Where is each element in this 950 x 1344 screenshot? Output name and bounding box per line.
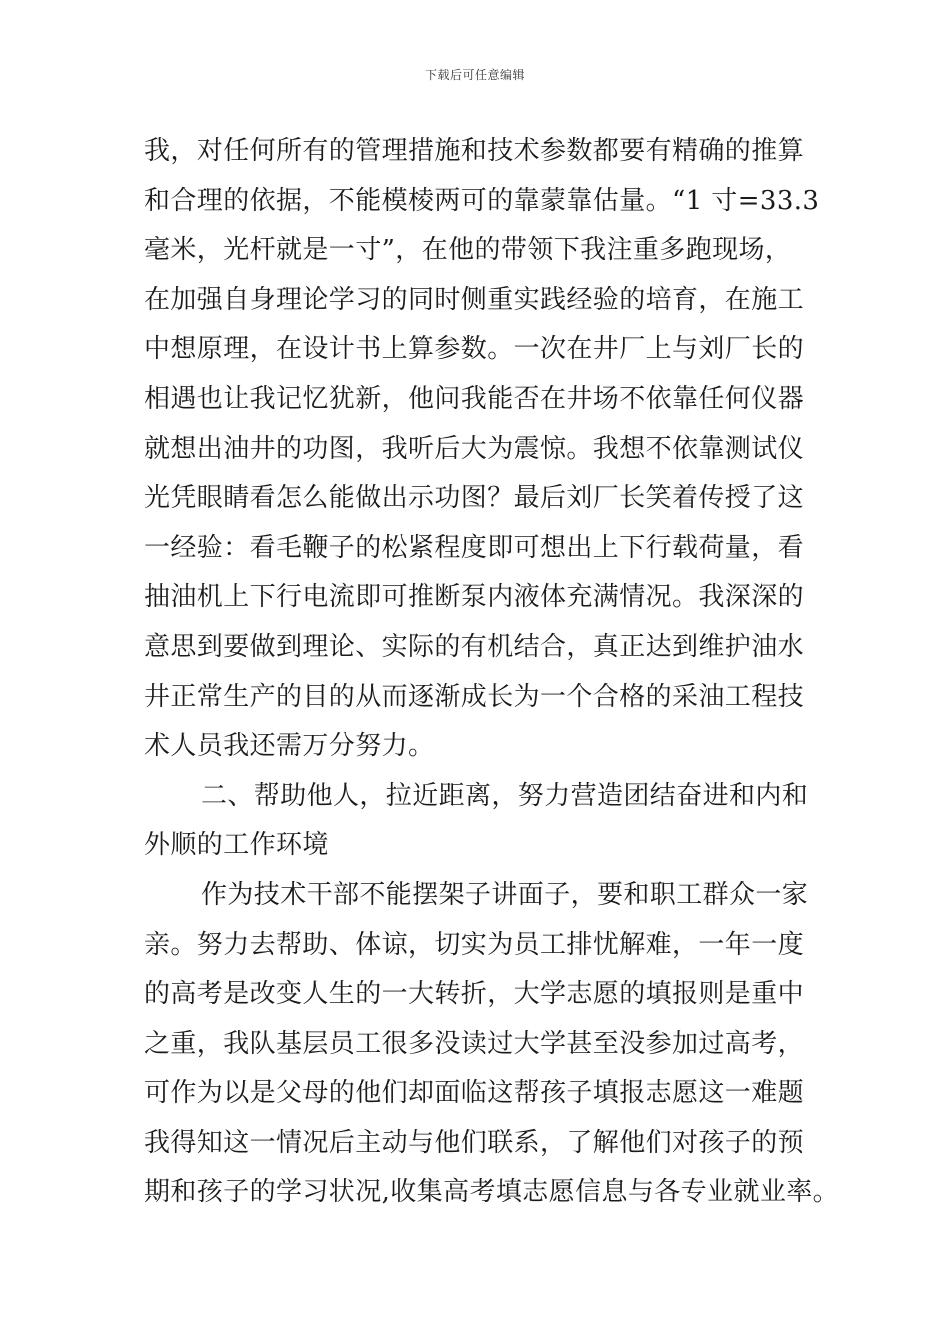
text-line: 毫米，光杆就是一寸”，在他的带领下我注重多跑现场，	[144, 235, 792, 266]
paragraph-first-line: 二、帮助他人，拉近距离，努力营造团结奋进和内和	[201, 780, 809, 811]
text-line: 一经验：看毛鞭子的松紧程度即可想出上下行载荷量，看	[144, 532, 805, 563]
text-line: 期和孩子的学习状况,收集高考填志愿信息与各专业就业率。	[144, 1177, 840, 1208]
text-line: 之重，我队基层员工很多没读过大学甚至没参加过高考，	[144, 1028, 805, 1059]
text-line: 可作为以是父母的他们却面临这帮孩子填报志愿这一难题	[144, 1078, 805, 1109]
text-line: 的高考是改变人生的一大转折，大学志愿的填报则是重中	[144, 979, 805, 1010]
document-body	[144, 127, 840, 1218]
text-line: 抽油机上下行电流即可推断泵内液体充满情况。我深深的	[144, 582, 805, 613]
text-line: 外顺的工作环境	[144, 830, 329, 861]
text-line: 井正常生产的目的从而逐渐成长为一个合格的采油工程技	[144, 681, 805, 712]
text-line: 中想原理，在设计书上算参数。一次在井厂上与刘厂长的	[144, 334, 805, 365]
text-line: 术人员我还需万分努力。	[144, 731, 435, 762]
text-line: 亲。努力去帮助、体谅，切实为员工排忧解难，一年一度	[144, 929, 805, 960]
text-line: 我得知这一情况后主动与他们联系，了解他们对孩子的预	[144, 1127, 805, 1158]
text-line: 就想出油井的功图，我听后大为震惊。我想不依靠测试仪	[144, 433, 805, 464]
text-line: 意思到要做到理论、实际的有机结合，真正达到维护油水	[144, 631, 805, 662]
text-line: 相遇也让我记忆犹新，他问我能否在井场不依靠任何仪器	[144, 383, 805, 414]
text-line: 光凭眼睛看怎么能做出示功图？最后刘厂长笑着传授了这	[144, 483, 805, 514]
text-line: 在加强自身理论学习的同时侧重实践经验的培育，在施工	[144, 284, 805, 315]
text-line: 我，对任何所有的管理措施和技术参数都要有精确的推算	[144, 136, 805, 166]
page-header-note: 下载后可任意编辑	[424, 68, 525, 82]
paragraph-first-line: 作为技术干部不能摆架子讲面子，要和职工群众一家	[201, 879, 809, 910]
text-line: 和合理的依据，不能模棱两可的靠蒙靠估量。“1 寸=33.3	[144, 185, 820, 216]
